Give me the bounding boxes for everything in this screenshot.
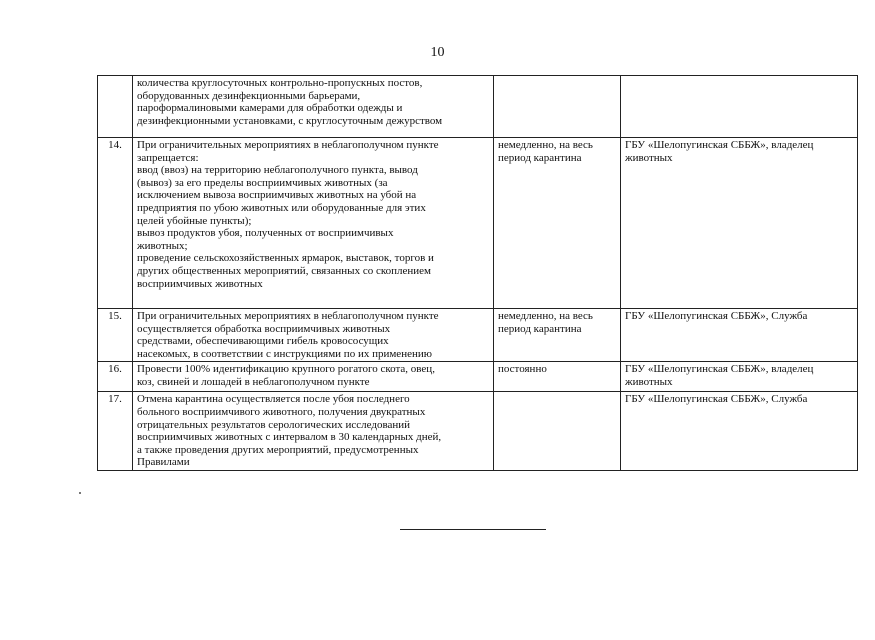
measure-line: восприимчивых животных bbox=[137, 277, 263, 290]
measure-cell bbox=[133, 138, 494, 309]
measure-line: дезинфекционными установками, с круглосуточным дежурством bbox=[137, 114, 443, 127]
term-cell: постоянно bbox=[494, 362, 621, 392]
measure-line: проведение сельскохозяйственных ярмарок, выставок, торгов и bbox=[137, 252, 434, 265]
measure-line: запрещается: bbox=[137, 151, 199, 164]
measure-line: исключением вывоза восприимчивых животных на убой на bbox=[137, 189, 417, 202]
responsible-cell: ГБУ «Шелопугинская СББЖ», Служба bbox=[621, 309, 858, 362]
page-number: 10 bbox=[430, 45, 445, 60]
footer-rule bbox=[400, 529, 546, 530]
row-number-cell bbox=[98, 76, 133, 138]
measure-line: отрицательных результатов серологических исследований bbox=[137, 418, 411, 431]
row-number-cell: 17. bbox=[98, 392, 133, 471]
measures-table bbox=[97, 75, 858, 471]
measure-line: больного восприимчивого животного, получения двукратных bbox=[137, 405, 426, 418]
measure-line: При ограничительных мероприятиях в неблагополучном пункте bbox=[137, 139, 439, 151]
measure-line: насекомых, в соответствии с инструкциями по их применению bbox=[137, 347, 432, 360]
measure-line: коз, свиней и лошадей в неблагополучном пункте bbox=[137, 375, 370, 388]
measure-line: вывоз продуктов убоя, полученных от восприимчивых bbox=[137, 227, 394, 240]
table-row bbox=[98, 392, 858, 471]
measure-cell bbox=[133, 76, 494, 138]
measure-line: осуществляется обработка восприимчивых животных bbox=[137, 322, 391, 335]
measure-line: Правилами bbox=[137, 456, 190, 469]
term-cell: немедленно, на весь период карантина bbox=[494, 309, 621, 362]
measure-cell bbox=[133, 392, 494, 471]
table-row bbox=[98, 362, 858, 392]
measure-line: целей убойные пункты); bbox=[137, 214, 252, 227]
responsible-cell: ГБУ «Шелопугинская СББЖ», владелец животных bbox=[621, 138, 858, 309]
measure-line: пароформалиновыми камерами для обработки одежды и bbox=[137, 102, 403, 115]
measure-line: а также проведения других мероприятий, предусмотренных bbox=[137, 443, 419, 456]
term-cell: немедленно, на весь период карантина bbox=[494, 138, 621, 309]
measure-line: восприимчивых животных с интервалом в 30 календарных дней, bbox=[137, 431, 442, 444]
measure-line: Отмена карантина осуществляется после убоя последнего bbox=[137, 393, 410, 406]
measure-line: количества круглосуточных контрольно-пропускных постов, bbox=[137, 77, 423, 89]
measure-line: (вывоз) за его пределы восприимчивых животных (за bbox=[137, 176, 388, 189]
term-cell bbox=[494, 76, 621, 138]
measure-line: других общественных мероприятий, связанных со скоплением bbox=[137, 264, 432, 277]
measure-line: животных; bbox=[137, 239, 188, 252]
row-number-cell: 16. bbox=[98, 362, 133, 392]
responsible-cell: ГБУ «Шелопугинская СББЖ», владелец животных bbox=[621, 362, 858, 392]
measure-line: При ограничительных мероприятиях в неблагополучном пункте bbox=[137, 310, 439, 322]
measure-line: предприятия по убою животных или оборудованные для этих bbox=[137, 201, 426, 214]
measure-line: средствами, обеспечивающими гибель кровососущих bbox=[137, 335, 389, 348]
table-row bbox=[98, 76, 858, 138]
term-cell bbox=[494, 392, 621, 471]
measures-table-body bbox=[98, 76, 858, 471]
row-number-cell: 15. bbox=[98, 309, 133, 362]
responsible-cell: ГБУ «Шелопугинская СББЖ», Служба bbox=[621, 392, 858, 471]
table-row bbox=[98, 138, 858, 309]
measure-line: оборудованных дезинфекционными барьерами, bbox=[137, 89, 361, 102]
measure-cell bbox=[133, 362, 494, 392]
responsible-cell bbox=[621, 76, 858, 138]
row-number-cell: 14. bbox=[98, 138, 133, 309]
measure-line: Провести 100% идентификацию крупного рогатого скота, овец, bbox=[137, 363, 435, 376]
scan-speck bbox=[79, 492, 81, 494]
table-row bbox=[98, 309, 858, 362]
measure-cell bbox=[133, 309, 494, 362]
measure-line: ввод (ввоз) на территорию неблагополучного пункта, вывод bbox=[137, 164, 418, 177]
